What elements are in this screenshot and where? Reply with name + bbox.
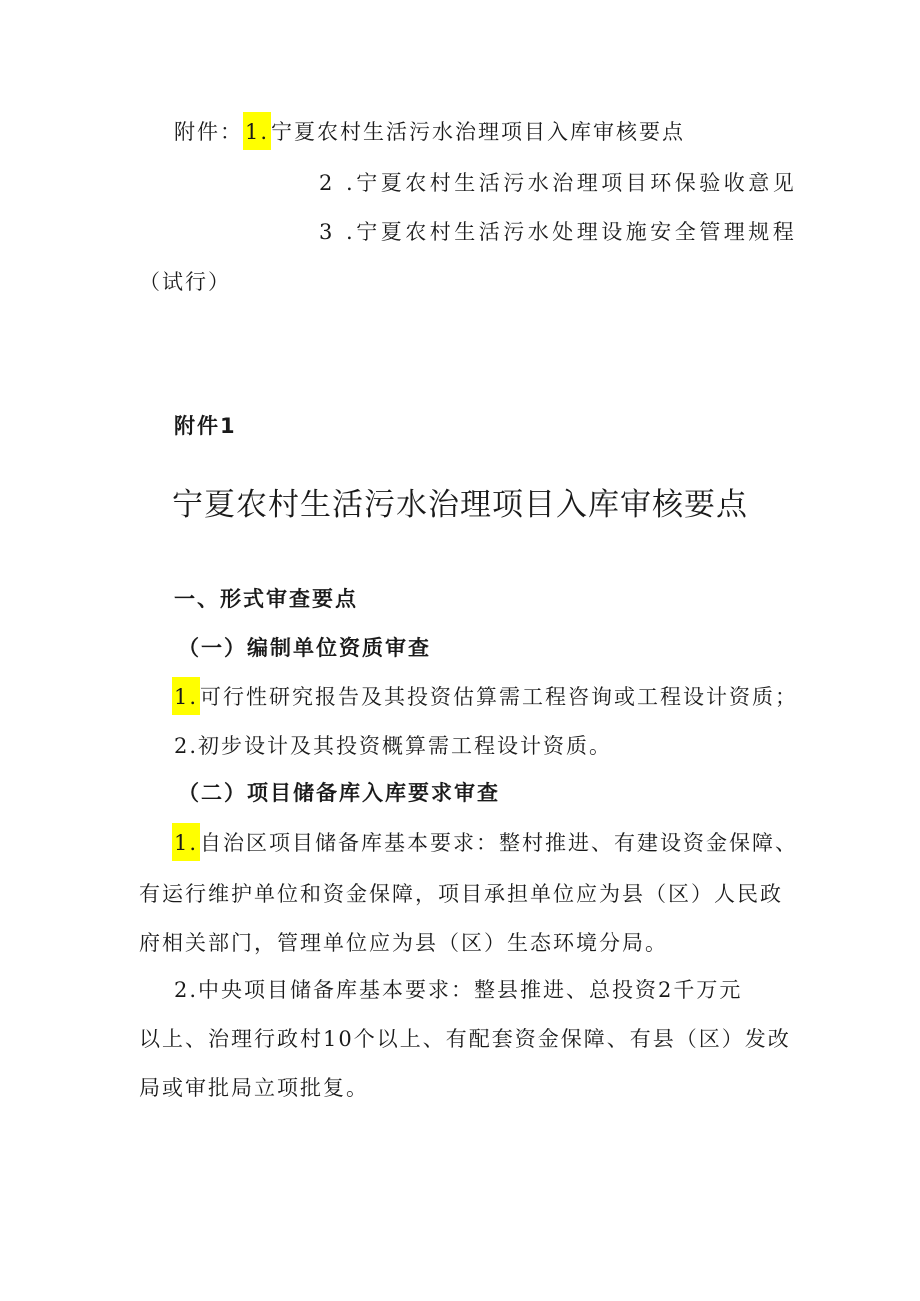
paragraph-2-2-line-3: 局或审批局立项批复。 — [139, 1076, 369, 1100]
paragraph-2-1-line-2: 有运行维护单位和资金保障，项目承担单位应为县（区）人民政 — [139, 882, 783, 906]
attachment-item-2: 2 .宁夏农村生活污水治理项目环保验收意见 — [319, 171, 798, 195]
paragraph-2-2-line-2: 以上、治理行政村10个以上、有配套资金保障、有县（区）发改 — [139, 1027, 791, 1051]
highlighted-number: 1. — [172, 677, 200, 715]
document-title: 宁夏农村生活污水治理项目入库审核要点 — [172, 487, 748, 523]
attachment-item-3-continuation: （试行） — [139, 270, 231, 294]
attachment-line-1 — [174, 118, 685, 146]
paragraph-2-1-line-3: 府相关部门，管理单位应为县（区）生态环境分局。 — [139, 931, 668, 955]
paragraph-text: 自治区项目储备库基本要求：整村推进、有建设资金保障、 — [200, 831, 799, 855]
section-heading: 一、形式审查要点 — [174, 587, 358, 611]
highlighted-number: 1. — [172, 823, 200, 861]
subsection-heading-1: （一）编制单位资质审查 — [178, 636, 431, 660]
highlighted-number: 1. — [243, 112, 271, 150]
paragraph-2-2-line-1: 2.中央项目储备库基本要求：整县推进、总投资2千万元 — [174, 978, 743, 1002]
paragraph-1-1 — [172, 683, 798, 711]
paragraph-1-2: 2.初步设计及其投资概算需工程设计资质。 — [174, 734, 613, 758]
attachment-item-3: 3 .宁夏农村生活污水处理设施安全管理规程 — [319, 220, 798, 244]
attachment-prefix: 附件： — [174, 120, 243, 144]
paragraph-text: 可行性研究报告及其投资估算需工程咨询或工程设计资质； — [200, 685, 799, 709]
subsection-heading-2: （二）项目储备库入库要求审查 — [178, 781, 500, 805]
attachment-item-1: 宁夏农村生活污水治理项目入库审核要点 — [271, 120, 686, 144]
annex-label: 附件1 — [174, 414, 237, 438]
paragraph-2-1-line-1 — [172, 829, 798, 857]
